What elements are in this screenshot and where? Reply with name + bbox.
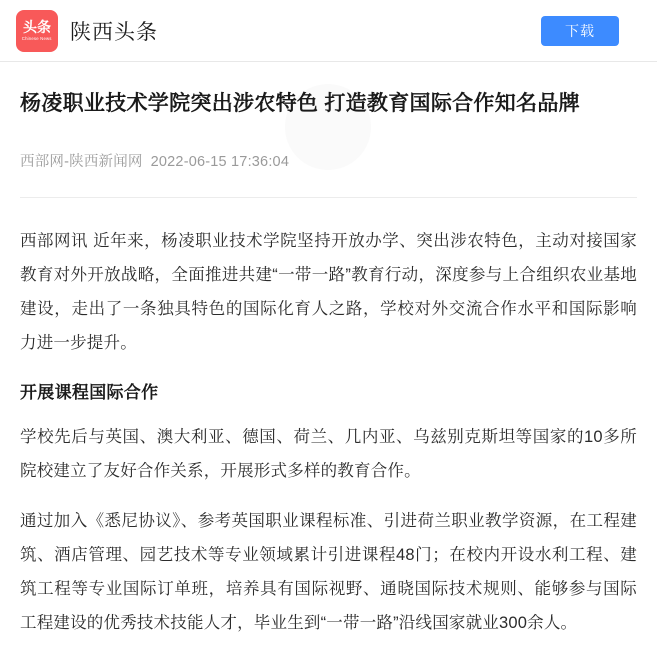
article-paragraph: 通过加入《悉尼协议》、参考英国职业课程标准、引进荷兰职业教学资源，在工程建筑、酒店管理、园艺技术等专业领域累计引进课程48门；在校内开设水利工程、建筑工程等专业国际订单班，培养具有国际视野、通晓国际技术规则、能够参与国际工程建设的优秀技术技能人才，毕业生到“一带一路”沿线国家就业300余人。 xyxy=(20,512,637,632)
article-paragraph: 西部网讯 近年来，杨凌职业技术学院坚持开放办学、突出涉农特色，主动对接国家教育对外开放战略，全面推进共建“一带一路”教育行动，深度参与上合组织农业基地建设，走出了一条独具特色的国际化育人之路，学校对外交流合作水平和国际影响力进一步提升。 xyxy=(20,232,637,352)
meta-divider xyxy=(20,197,637,198)
toutiao-logo-icon[interactable] xyxy=(16,10,58,52)
logo-sub-text: Chinese News xyxy=(22,35,52,41)
site-name: 陕西头条 xyxy=(70,20,158,44)
logo-main-text: 头条 xyxy=(23,18,51,35)
site-header xyxy=(0,0,657,62)
article-paragraph: 学校先后与英国、澳大利亚、德国、荷兰、几内亚、乌兹别克斯坦等国家的10多所院校建立了友好合作关系，开展形式多样的教育合作。 xyxy=(20,428,637,480)
article-subheading: 开展课程国际合作 xyxy=(20,383,159,402)
article-meta xyxy=(20,150,637,171)
page-title: 杨凌职业技术学院突出涉农特色 打造教育国际合作知名品牌 xyxy=(20,92,580,115)
article-source: 西部网-陕西新闻网 xyxy=(20,154,143,170)
article-body xyxy=(0,62,657,640)
download-button[interactable]: 下载 xyxy=(541,16,619,46)
article-timestamp: 2022-06-15 17:36:04 xyxy=(150,154,290,170)
